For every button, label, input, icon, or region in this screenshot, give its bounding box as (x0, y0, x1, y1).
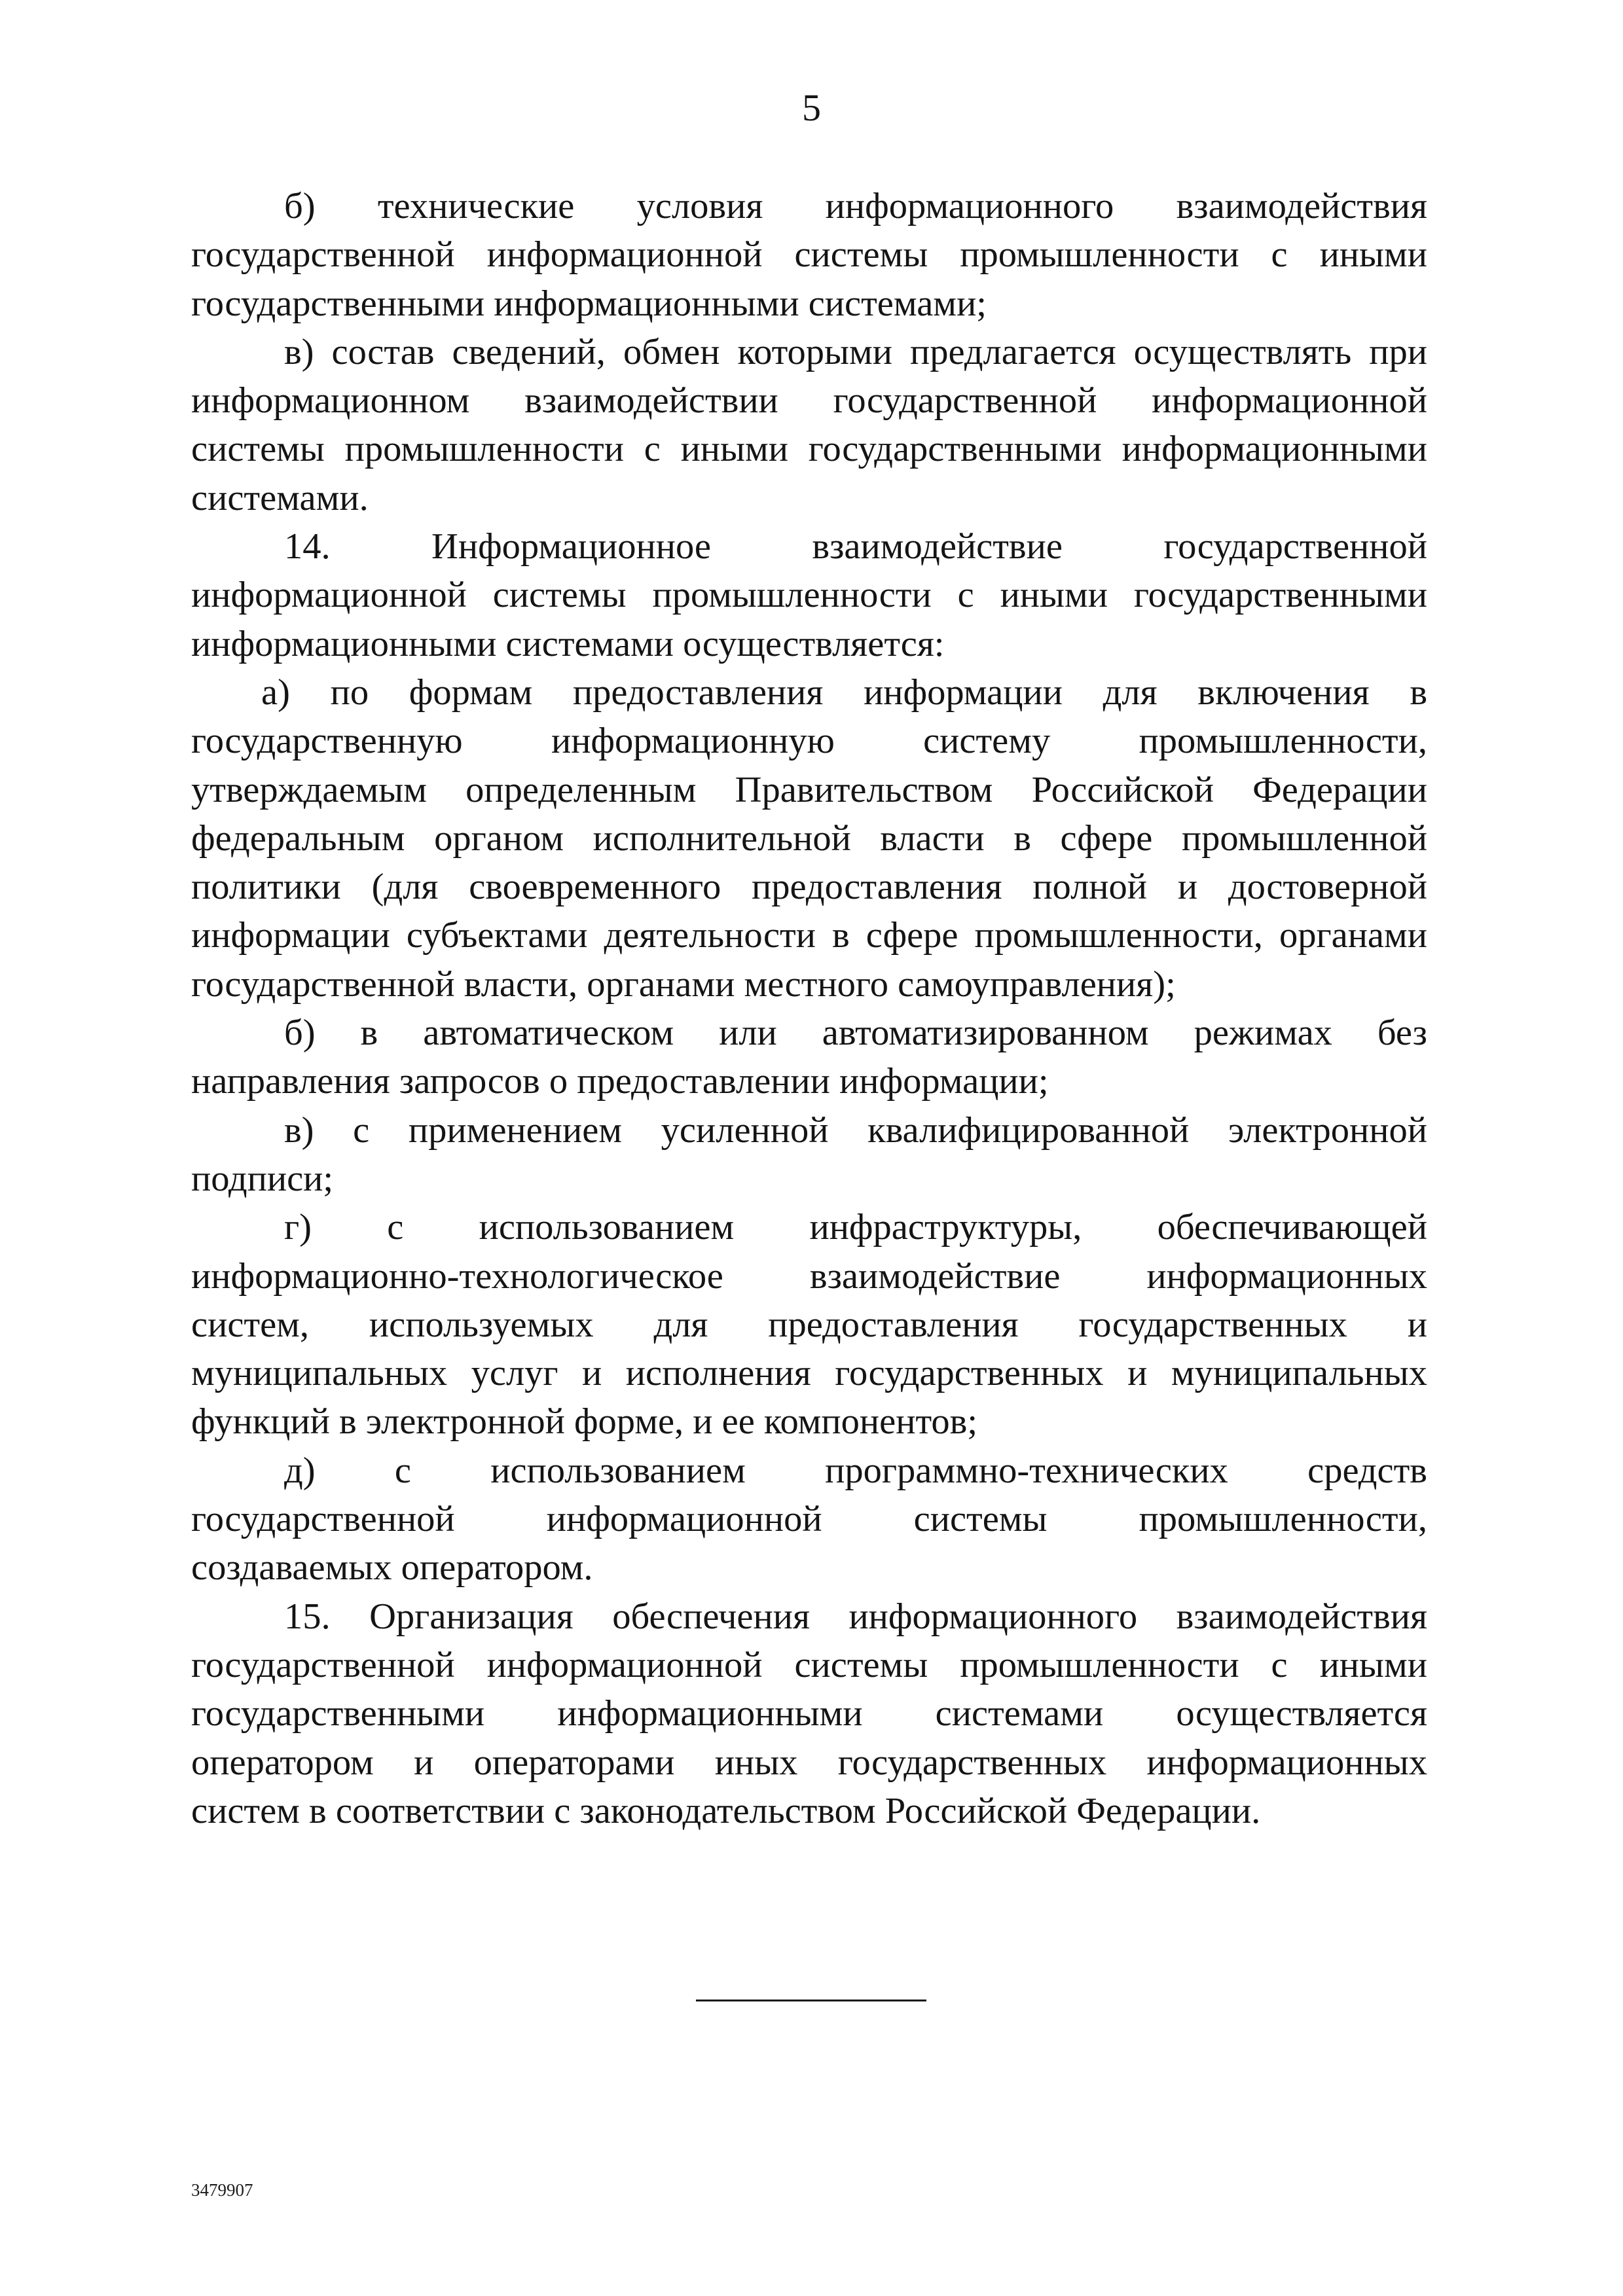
text-line: в) с применением усиленной квалифицированной электронной (284, 1109, 1427, 1151)
text-line: оператором и операторами иных государственных информационных (191, 1742, 1427, 1783)
text-line: государственными информационными системами; (191, 283, 987, 324)
paragraph-data-composition (191, 328, 1427, 522)
paragraph-item-b (191, 1009, 1427, 1106)
text-line: в) состав сведений, обмен которыми предлагается осуществлять при (284, 331, 1427, 372)
end-divider-line (696, 2000, 926, 2001)
paragraph-item-d (191, 1446, 1427, 1592)
page-number: 5 (802, 86, 821, 129)
paragraph-tech-conditions (191, 182, 1427, 328)
text-line: государственную информационную систему промышленности, (191, 721, 1427, 762)
text-line: 14. Информационное взаимодействие государственной (284, 526, 1427, 567)
text-line: системами. (191, 477, 369, 518)
text-line: информационной системы промышленности с иными государственными (191, 575, 1427, 616)
text-line: создаваемых оператором. (191, 1547, 593, 1588)
text-line: информационными системами осуществляется: (191, 623, 945, 664)
text-line: 15. Организация обеспечения информационного взаимодействия (284, 1596, 1427, 1637)
text-line: информационно-технологическое взаимодействие информационных (191, 1255, 1427, 1297)
text-line: а) по формам предоставления информации для включения в (261, 672, 1427, 713)
text-line: информации субъектами деятельности в сфере промышленности, органами (191, 915, 1427, 956)
text-line: д) с использованием программно-технических средств (284, 1450, 1427, 1491)
paragraph-item-a (191, 668, 1427, 1009)
paragraph-section-14 (191, 522, 1427, 668)
text-line: утверждаемым определенным Правительством Российской Федерации (191, 769, 1427, 810)
paragraph-item-v (191, 1106, 1427, 1204)
text-line: систем в соответствии с законодательством Российской Федерации. (191, 1790, 1261, 1831)
document-body (191, 182, 1427, 1835)
text-line: б) технические условия информационного взаимодействия (284, 186, 1427, 226)
text-line: государственной информационной системы промышленности с иными (191, 234, 1427, 276)
text-line: функций в электронной форме, и ее компонентов; (191, 1401, 978, 1443)
text-line: государственными информационными системами осуществляется (191, 1693, 1427, 1734)
text-line: информационном взаимодействии государственной информационной (191, 380, 1427, 422)
text-line: подписи; (191, 1158, 334, 1199)
text-line: систем, используемых для предоставления государственных и (191, 1304, 1427, 1345)
text-line: системы промышленности с иными государственными информационными (191, 429, 1427, 470)
text-line: направления запросов о предоставлении информации; (191, 1061, 1049, 1102)
text-line: г) с использованием инфраструктуры, обеспечивающей (284, 1207, 1427, 1248)
text-line: муниципальных услуг и исполнения государственных и муниципальных (191, 1353, 1427, 1394)
text-line: б) в автоматическом или автоматизированном режимах без (284, 1013, 1427, 1054)
text-line: государственной власти, органами местного самоуправления); (191, 963, 1176, 1005)
paragraph-section-15 (191, 1592, 1427, 1835)
document-code: 3479907 (191, 2180, 253, 2200)
paragraph-item-g (191, 1203, 1427, 1446)
text-line: государственной информационной системы промышленности с иными (191, 1644, 1427, 1685)
text-line: политики (для своевременного предоставления полной и достоверной (191, 867, 1427, 908)
text-line: федеральным органом исполнительной власти в сфере промышленной (191, 817, 1427, 859)
text-line: государственной информационной системы промышленности, (191, 1499, 1427, 1540)
